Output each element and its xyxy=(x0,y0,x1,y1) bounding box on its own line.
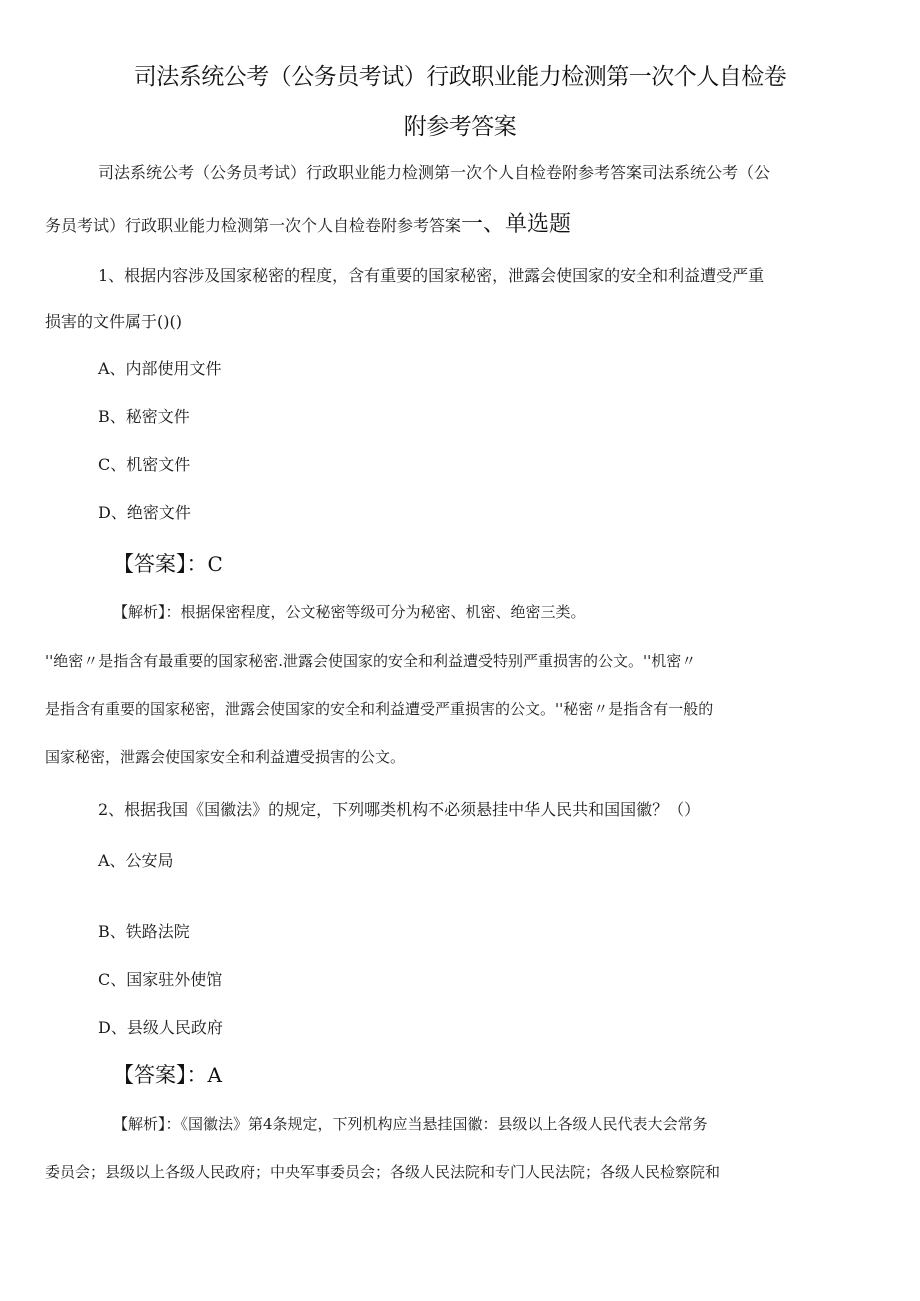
intro-paragraph-line-2 xyxy=(45,207,571,238)
question-1-stem-line-2: 损害的文件属于()() xyxy=(45,312,182,331)
question-2-answer-label: 【答案】： xyxy=(113,1063,208,1087)
question-2-option-d: D、县级人民政府 xyxy=(98,1018,223,1037)
question-1-option-c: C、机密文件 xyxy=(98,455,191,474)
question-1-analysis-line-2: ''绝密〃是指含有最重要的国家秘密.泄露会使国家的安全和利益遭受特别严重损害的公文。''机密〃 xyxy=(45,652,697,670)
question-1-option-d: D、绝密文件 xyxy=(98,503,191,522)
question-2-answer xyxy=(113,1059,222,1089)
question-1-answer-label: 【答案】： xyxy=(113,552,208,576)
section-heading: 一、单选题 xyxy=(461,212,572,237)
question-1-analysis-line-1 xyxy=(113,601,586,622)
question-1-option-a: A、内部使用文件 xyxy=(98,359,222,378)
question-2-analysis-tag: 【解析】： xyxy=(113,1115,181,1133)
question-2-stem-line-1: 2、根据我国《国徽法》的规定，下列哪类机构不必须悬挂中华人民共和国国徽？（） xyxy=(98,800,701,819)
question-2-option-a: A、公安局 xyxy=(98,851,174,870)
question-2-answer-value: A xyxy=(207,1063,222,1087)
document-title-line-1: 司法系统公考（公务员考试）行政职业能力检测第一次个人自检卷 xyxy=(133,64,787,90)
question-1-answer xyxy=(113,548,223,578)
question-2-option-c: C、国家驻外使馆 xyxy=(98,970,223,989)
question-1-analysis-line-3: 是指含有重要的国家秘密，泄露会使国家的安全和利益遭受严重损害的公文。''秘密〃是指含有一般的 xyxy=(45,700,714,718)
intro-paragraph-line-2-text: 务员考试）行政职业能力检测第一次个人自检卷附参考答案 xyxy=(45,216,462,235)
question-1-answer-value: C xyxy=(207,552,223,576)
intro-paragraph-line-1: 司法系统公考（公务员考试）行政职业能力检测第一次个人自检卷附参考答案司法系统公考（公 xyxy=(98,163,771,182)
question-1-analysis-text-1: 根据保密程度，公文秘密等级可分为秘密、机密、绝密三类。 xyxy=(180,603,586,621)
question-2-analysis-line-1 xyxy=(113,1113,708,1134)
question-2-option-b: B、铁路法院 xyxy=(98,922,190,941)
question-1-stem-line-1: 1、根据内容涉及国家秘密的程度，含有重要的国家秘密，泄露会使国家的安全和利益遭受严重 xyxy=(98,266,765,285)
question-2-analysis-line-2: 委员会；县级以上各级人民政府；中央军事委员会；各级人民法院和专门人民法院；各级人民检察院和 xyxy=(45,1163,721,1181)
question-1-option-b: B、秘密文件 xyxy=(98,407,190,426)
question-1-analysis-line-4: 国家秘密，泄露会使国家安全和利益遭受损害的公文。 xyxy=(45,748,406,766)
question-2-analysis-text-1: 《国徽法》第4条规定，下列机构应当悬挂国徽：县级以上各级人民代表大会常务 xyxy=(180,1115,708,1133)
question-1-analysis-tag: 【解析】： xyxy=(113,603,181,621)
document-title-line-2: 附参考答案 xyxy=(403,114,517,140)
